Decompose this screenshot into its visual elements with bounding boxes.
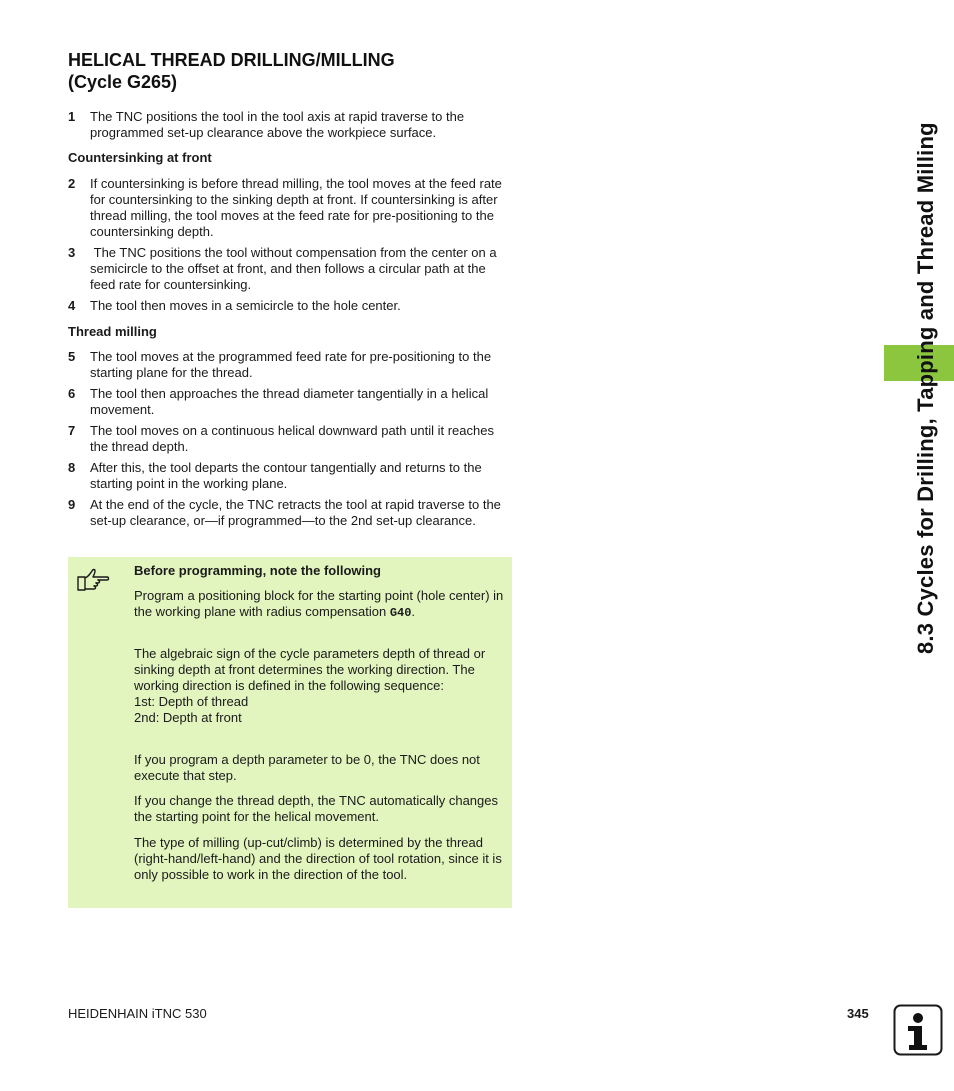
step-item [68,109,512,141]
step-item [68,349,512,381]
step-item [68,245,512,293]
step-number: 4 [68,298,76,313]
note-paragraph-text: The algebraic sign of the cycle parameters depth of thread or sinking depth at front determines the working direction. The working direction is defined in the following sequence: [134,646,486,693]
step-item [68,497,512,529]
step-number: 1 [68,109,76,124]
chapter-side-title: 8.3 Cycles for Drilling, Tapping and Thread Milling [913,122,938,654]
step-number: 9 [68,497,76,512]
note-paragraph: If you change the thread depth, the TNC automatically changes the starting point for the helical movement. [134,793,498,824]
step-number: 5 [68,349,76,364]
subheading-countersinking: Countersinking at front [68,150,212,165]
step-item [68,176,512,240]
note-list-line: 1st: Depth of thread [134,694,249,709]
step-number: 6 [68,386,76,401]
step-item [68,423,512,455]
step-text: If countersinking is before thread milling, the tool moves at the feed rate for countersinking to the sinking depth at front. If countersinking is after thread milling, the tool moves at the feed rate for pre-positioning to the countersinking depth. [90,176,502,239]
note-paragraph [134,588,506,621]
code-g40: G40 [389,606,412,620]
step-text: The tool then moves in a semicircle to the hole center. [90,298,401,313]
step-text: At the end of the cycle, the TNC retracts the tool at rapid traverse to the set-up clearance, or—if programmed—to the 2nd set-up clearance. [90,497,501,528]
step-item [68,298,512,314]
step-number: 8 [68,460,76,475]
step-item [68,386,512,418]
step-text: The TNC positions the tool in the tool axis at rapid traverse to the programmed set-up clearance above the workpiece surface. [90,109,465,140]
note-paragraph: The type of milling (up-cut/climb) is determined by the thread (right-hand/left-hand) and the direction of tool rotation, since it is only possible to work in the direction of the tool. [134,835,502,882]
step-text: The tool then approaches the thread diameter tangentially in a helical movement. [90,386,489,417]
subheading-thread-milling: Thread milling [68,324,157,339]
note-heading: Before programming, note the following [134,563,381,578]
note-list-line: 2nd: Depth at front [134,710,242,725]
title-line-2: (Cycle G265) [68,72,178,92]
title-line-1: HELICAL THREAD DRILLING/MILLING [68,50,395,70]
step-item [68,460,512,492]
step-text: After this, the tool departs the contour tangentially and returns to the starting point in the working plane. [90,460,482,491]
step-text: The tool moves at the programmed feed rate for pre-positioning to the starting plane for the thread. [90,349,492,380]
step-number: 3 [68,245,76,260]
page-title [68,49,395,93]
step-number: 2 [68,176,76,191]
step-text: The tool moves on a continuous helical downward path until it reaches the thread depth. [90,423,494,454]
note-paragraph: If you program a depth parameter to be 0, the TNC does not execute that step. [134,752,480,783]
footer-product: HEIDENHAIN iTNC 530 [68,1006,207,1021]
pointing-hand-icon [76,567,110,593]
page-number: 345 [847,1006,869,1021]
note-box [68,557,512,908]
note-paragraph [134,646,506,726]
step-text: The TNC positions the tool without compensation from the center on a semicircle to the offset at front, and then follows a circular path at the feed rate for countersinking. [90,245,501,292]
info-icon [893,1004,943,1056]
step-number: 7 [68,423,76,438]
note-paragraph-end: . [411,604,416,619]
note-paragraph-text: Program a positioning block for the starting point (hole center) in the working plane with radius compensation [134,588,504,619]
